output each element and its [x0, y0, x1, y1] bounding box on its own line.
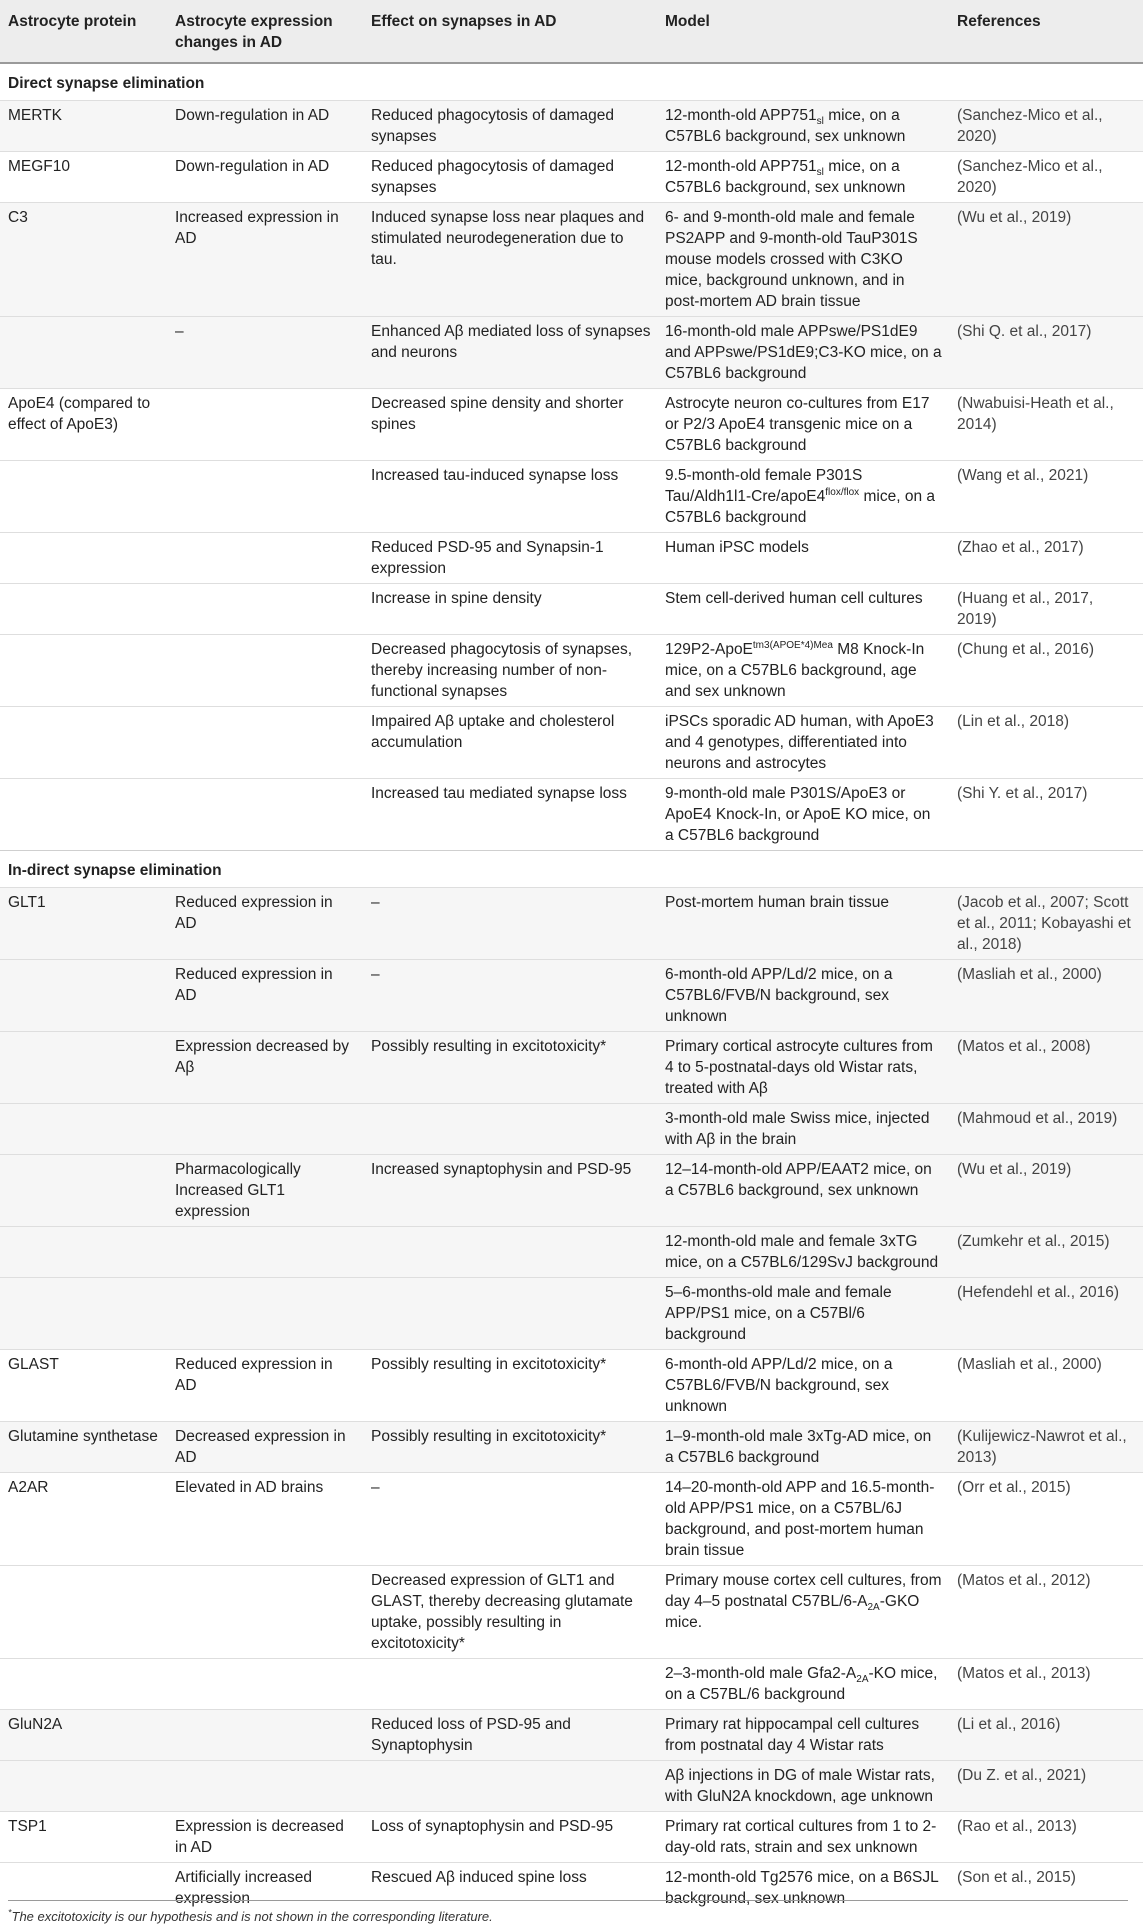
cell-expression-change: Pharmacologically Increased GLT1 expression: [167, 1155, 363, 1227]
table-row: [0, 1566, 1143, 1659]
section-title: In-direct synapse elimination: [0, 851, 1143, 888]
cell-model: Primary cortical astrocyte cultures from 4 to 5-postnatal-days old Wistar rats, treated with Aβ: [657, 1032, 949, 1104]
table-row: [0, 1812, 1143, 1863]
cell-model: 6-month-old APP/Ld/2 mice, on a C57BL6/FVB/N background, sex unknown: [657, 960, 949, 1032]
table-row: [0, 461, 1143, 533]
section-row: [0, 63, 1143, 101]
cell-protein: C3: [0, 203, 167, 317]
cell-reference: (Du Z. et al., 2021): [949, 1761, 1143, 1812]
cell-model: 12-month-old $APP751_{sl}$ mice, on a C57BL6 background, sex unknown: [657, 152, 949, 203]
cell-expression-change: Expression is decreased in AD: [167, 1812, 363, 1863]
table-row: [0, 584, 1143, 635]
cell-protein: [0, 960, 167, 1032]
cell-protein: MERTK: [0, 101, 167, 152]
cell-expression-change: –: [167, 317, 363, 389]
cell-expression-change: [167, 707, 363, 779]
cell-expression-change: [167, 1710, 363, 1761]
cell-model: Primary rat hippocampal cell cultures from postnatal day 4 Wistar rats: [657, 1710, 949, 1761]
cell-protein: [0, 1566, 167, 1659]
cell-model: iPSCs sporadic AD human, with ApoE3 and 4 genotypes, differentiated into neurons and astrocytes: [657, 707, 949, 779]
cell-model: 14–20-month-old APP and 16.5-month-old APP/PS1 mice, on a C57BL/6J background, and post-mortem human brain tissue: [657, 1473, 949, 1566]
cell-model: 12-month-old $APP751_{sl}$ mice, on a C57BL6 background, sex unknown: [657, 101, 949, 152]
cell-reference: (Wang et al., 2021): [949, 461, 1143, 533]
cell-model: Astrocyte neuron co-cultures from E17 or P2/3 ApoE4 transgenic mice on a C57BL6 background: [657, 389, 949, 461]
cell-effect: [363, 1104, 657, 1155]
header-protein: Astrocyte protein: [0, 0, 167, 63]
cell-expression-change: Decreased expression in AD: [167, 1422, 363, 1473]
header-references: References: [949, 0, 1143, 63]
cell-protein: [0, 635, 167, 707]
cell-model: 12-month-old male and female 3xTG mice, on a C57BL6/129SvJ background: [657, 1227, 949, 1278]
table-row: [0, 707, 1143, 779]
cell-effect: Increased tau mediated synapse loss: [363, 779, 657, 851]
cell-effect: Possibly resulting in excitotoxicity*: [363, 1350, 657, 1422]
cell-model: 129P2-ApoE$^{tm3(APOE*4)Mea}$ M8 Knock-In mice, on a C57BL6 background, age and sex unknown: [657, 635, 949, 707]
cell-protein: [0, 584, 167, 635]
cell-protein: [0, 779, 167, 851]
cell-reference: (Wu et al., 2019): [949, 1155, 1143, 1227]
cell-expression-change: Reduced expression in AD: [167, 1350, 363, 1422]
table-row: [0, 1659, 1143, 1710]
cell-expression-change: [167, 1104, 363, 1155]
cell-model: 16-month-old male APPswe/PS1dE9 and APPswe/PS1dE9;C3-KO mice, on a C57BL6 background: [657, 317, 949, 389]
cell-model: 1–9-month-old male 3xTg-AD mice, on a C57BL6 background: [657, 1422, 949, 1473]
cell-model: Human iPSC models: [657, 533, 949, 584]
cell-protein: GLT1: [0, 888, 167, 960]
cell-reference: (Jacob et al., 2007; Scott et al., 2011; Kobayashi et al., 2018): [949, 888, 1143, 960]
cell-reference: (Matos et al., 2013): [949, 1659, 1143, 1710]
table-row: [0, 960, 1143, 1032]
cell-effect: [363, 1659, 657, 1710]
cell-model: 9.5-month-old female P301S Tau/$Aldh1l1-Cre/apoE4^{flox/flox}$ mice, on a C57BL6 background: [657, 461, 949, 533]
table-row: [0, 152, 1143, 203]
cell-protein: [0, 1032, 167, 1104]
cell-protein: [0, 533, 167, 584]
table-row: [0, 1422, 1143, 1473]
cell-effect: –: [363, 1473, 657, 1566]
cell-model: 3-month-old male Swiss mice, injected with Aβ in the brain: [657, 1104, 949, 1155]
cell-reference: (Huang et al., 2017, 2019): [949, 584, 1143, 635]
cell-effect: –: [363, 960, 657, 1032]
cell-reference: (Matos et al., 2012): [949, 1566, 1143, 1659]
cell-reference: (Shi Y. et al., 2017): [949, 779, 1143, 851]
section-row: [0, 851, 1143, 888]
cell-protein: Glutamine synthetase: [0, 1422, 167, 1473]
cell-reference: (Orr et al., 2015): [949, 1473, 1143, 1566]
cell-expression-change: Down-regulation in AD: [167, 152, 363, 203]
cell-protein: [0, 317, 167, 389]
table-row: [0, 203, 1143, 317]
cell-effect: Increase in spine density: [363, 584, 657, 635]
cell-model: 12-month-old Tg2576 mice, on a B6SJL background, sex unknown: [657, 1863, 949, 1914]
table-row: [0, 1155, 1143, 1227]
cell-effect: Enhanced Aβ mediated loss of synapses and neurons: [363, 317, 657, 389]
cell-model: 2–3-month-old male $Gfa2-A_{2A}-KO$ mice, on a C57BL/6 background: [657, 1659, 949, 1710]
cell-effect: [363, 1278, 657, 1350]
table-row: [0, 888, 1143, 960]
cell-effect: Possibly resulting in excitotoxicity*: [363, 1422, 657, 1473]
table-row: [0, 1032, 1143, 1104]
cell-effect: Possibly resulting in excitotoxicity*: [363, 1032, 657, 1104]
footnote-text: The excitotoxicity is our hypothesis and is not shown in the corresponding literature.: [11, 1909, 493, 1924]
cell-effect: Induced synapse loss near plaques and stimulated neurodegeneration due to tau.: [363, 203, 657, 317]
cell-protein: [0, 1659, 167, 1710]
table-row: [0, 779, 1143, 851]
cell-expression-change: Down-regulation in AD: [167, 101, 363, 152]
cell-expression-change: Reduced expression in AD: [167, 888, 363, 960]
table-row: [0, 1227, 1143, 1278]
cell-reference: (Matos et al., 2008): [949, 1032, 1143, 1104]
section-title: Direct synapse elimination: [0, 63, 1143, 101]
table-row: [0, 635, 1143, 707]
cell-model: Primary rat cortical cultures from 1 to 2-day-old rats, strain and sex unknown: [657, 1812, 949, 1863]
footnote: *The excitotoxicity is our hypothesis and is not shown in the corresponding literature.: [8, 1900, 1128, 1924]
cell-model: 9-month-old male P301S/ApoE3 or ApoE4 Knock-In, or ApoE KO mice, on a C57BL6 background: [657, 779, 949, 851]
header-effect: Effect on synapses in AD: [363, 0, 657, 63]
table-row: [0, 389, 1143, 461]
cell-effect: –: [363, 888, 657, 960]
cell-reference: (Shi Q. et al., 2017): [949, 317, 1143, 389]
cell-effect: Reduced phagocytosis of damaged synapses: [363, 152, 657, 203]
cell-protein: [0, 1761, 167, 1812]
cell-protein: GLAST: [0, 1350, 167, 1422]
cell-model: 6-month-old APP/Ld/2 mice, on a C57BL6/FVB/N background, sex unknown: [657, 1350, 949, 1422]
cell-model: Primary mouse cortex cell cultures, from day 4–5 postnatal $C57BL/6-A_{2A}$-GKO mice.: [657, 1566, 949, 1659]
cell-effect: Impaired Aβ uptake and cholesterol accumulation: [363, 707, 657, 779]
cell-reference: (Zhao et al., 2017): [949, 533, 1143, 584]
cell-protein: [0, 1278, 167, 1350]
cell-protein: A2AR: [0, 1473, 167, 1566]
cell-expression-change: [167, 1227, 363, 1278]
cell-protein: GluN2A: [0, 1710, 167, 1761]
cell-expression-change: [167, 533, 363, 584]
header-model: Model: [657, 0, 949, 63]
cell-expression-change: [167, 389, 363, 461]
cell-effect: Reduced loss of PSD-95 and Synaptophysin: [363, 1710, 657, 1761]
header-expression-change: Astrocyte expression changes in AD: [167, 0, 363, 63]
cell-expression-change: [167, 635, 363, 707]
cell-effect: Loss of synaptophysin and PSD-95: [363, 1812, 657, 1863]
cell-reference: (Nwabuisi-Heath et al., 2014): [949, 389, 1143, 461]
cell-effect: [363, 1227, 657, 1278]
cell-effect: Decreased expression of GLT1 and GLAST, thereby decreasing glutamate uptake, possibly resulting in excitotoxicity*: [363, 1566, 657, 1659]
cell-effect: Increased tau-induced synapse loss: [363, 461, 657, 533]
cell-expression-change: [167, 1761, 363, 1812]
table-row: [0, 1761, 1143, 1812]
cell-reference: (Wu et al., 2019): [949, 203, 1143, 317]
cell-expression-change: Artificially increased expression: [167, 1863, 363, 1914]
cell-effect: [363, 1761, 657, 1812]
cell-protein: [0, 1227, 167, 1278]
table-row: [0, 1278, 1143, 1350]
cell-protein: ApoE4 (compared to effect of ApoE3): [0, 389, 167, 461]
cell-protein: TSP1: [0, 1812, 167, 1863]
cell-effect: Decreased phagocytosis of synapses, thereby increasing number of non-functional synapses: [363, 635, 657, 707]
cell-protein: MEGF10: [0, 152, 167, 203]
cell-effect: Rescued Aβ induced spine loss: [363, 1863, 657, 1914]
cell-reference: (Lin et al., 2018): [949, 707, 1143, 779]
cell-expression-change: [167, 1659, 363, 1710]
cell-protein: [0, 1104, 167, 1155]
cell-reference: (Rao et al., 2013): [949, 1812, 1143, 1863]
table-row: [0, 533, 1143, 584]
cell-reference: (Sanchez-Mico et al., 2020): [949, 152, 1143, 203]
cell-expression-change: [167, 1278, 363, 1350]
cell-reference: (Mahmoud et al., 2019): [949, 1104, 1143, 1155]
cell-expression-change: [167, 584, 363, 635]
cell-model: Post-mortem human brain tissue: [657, 888, 949, 960]
table-row: [0, 1350, 1143, 1422]
cell-model: Aβ injections in DG of male Wistar rats, with GluN2A knockdown, age unknown: [657, 1761, 949, 1812]
table-row: [0, 317, 1143, 389]
cell-reference: (Kulijewicz-Nawrot et al., 2013): [949, 1422, 1143, 1473]
cell-expression-change: Expression decreased by Aβ: [167, 1032, 363, 1104]
table-row: [0, 1104, 1143, 1155]
cell-expression-change: [167, 461, 363, 533]
cell-reference: (Zumkehr et al., 2015): [949, 1227, 1143, 1278]
cell-model: 6- and 9-month-old male and female PS2APP and 9-month-old TauP301S mouse models crossed with C3KO mice, background unknown, and in post-mortem AD brain tissue: [657, 203, 949, 317]
cell-protein: [0, 1155, 167, 1227]
cell-model: 5–6-months-old male and female APP/PS1 mice, on a C57Bl/6 background: [657, 1278, 949, 1350]
cell-effect: Reduced phagocytosis of damaged synapses: [363, 101, 657, 152]
cell-effect: Reduced PSD-95 and Synapsin-1 expression: [363, 533, 657, 584]
cell-reference: (Hefendehl et al., 2016): [949, 1278, 1143, 1350]
table-header: [0, 0, 1143, 63]
cell-expression-change: Elevated in AD brains: [167, 1473, 363, 1566]
cell-expression-change: [167, 779, 363, 851]
table-row: [0, 1710, 1143, 1761]
cell-reference: (Sanchez-Mico et al., 2020): [949, 101, 1143, 152]
cell-reference: (Masliah et al., 2000): [949, 960, 1143, 1032]
table-row: [0, 101, 1143, 152]
cell-reference: (Masliah et al., 2000): [949, 1350, 1143, 1422]
table-body: [0, 63, 1143, 1913]
cell-model: Stem cell-derived human cell cultures: [657, 584, 949, 635]
cell-expression-change: [167, 1566, 363, 1659]
cell-protein: [0, 707, 167, 779]
cell-expression-change: Reduced expression in AD: [167, 960, 363, 1032]
cell-expression-change: Increased expression in AD: [167, 203, 363, 317]
cell-reference: (Chung et al., 2016): [949, 635, 1143, 707]
cell-reference: (Son et al., 2015): [949, 1863, 1143, 1914]
cell-reference: (Li et al., 2016): [949, 1710, 1143, 1761]
table-row: [0, 1473, 1143, 1566]
cell-protein: [0, 461, 167, 533]
cell-effect: Increased synaptophysin and PSD-95: [363, 1155, 657, 1227]
cell-effect: Decreased spine density and shorter spines: [363, 389, 657, 461]
cell-model: 12–14-month-old APP/EAAT2 mice, on a C57BL6 background, sex unknown: [657, 1155, 949, 1227]
